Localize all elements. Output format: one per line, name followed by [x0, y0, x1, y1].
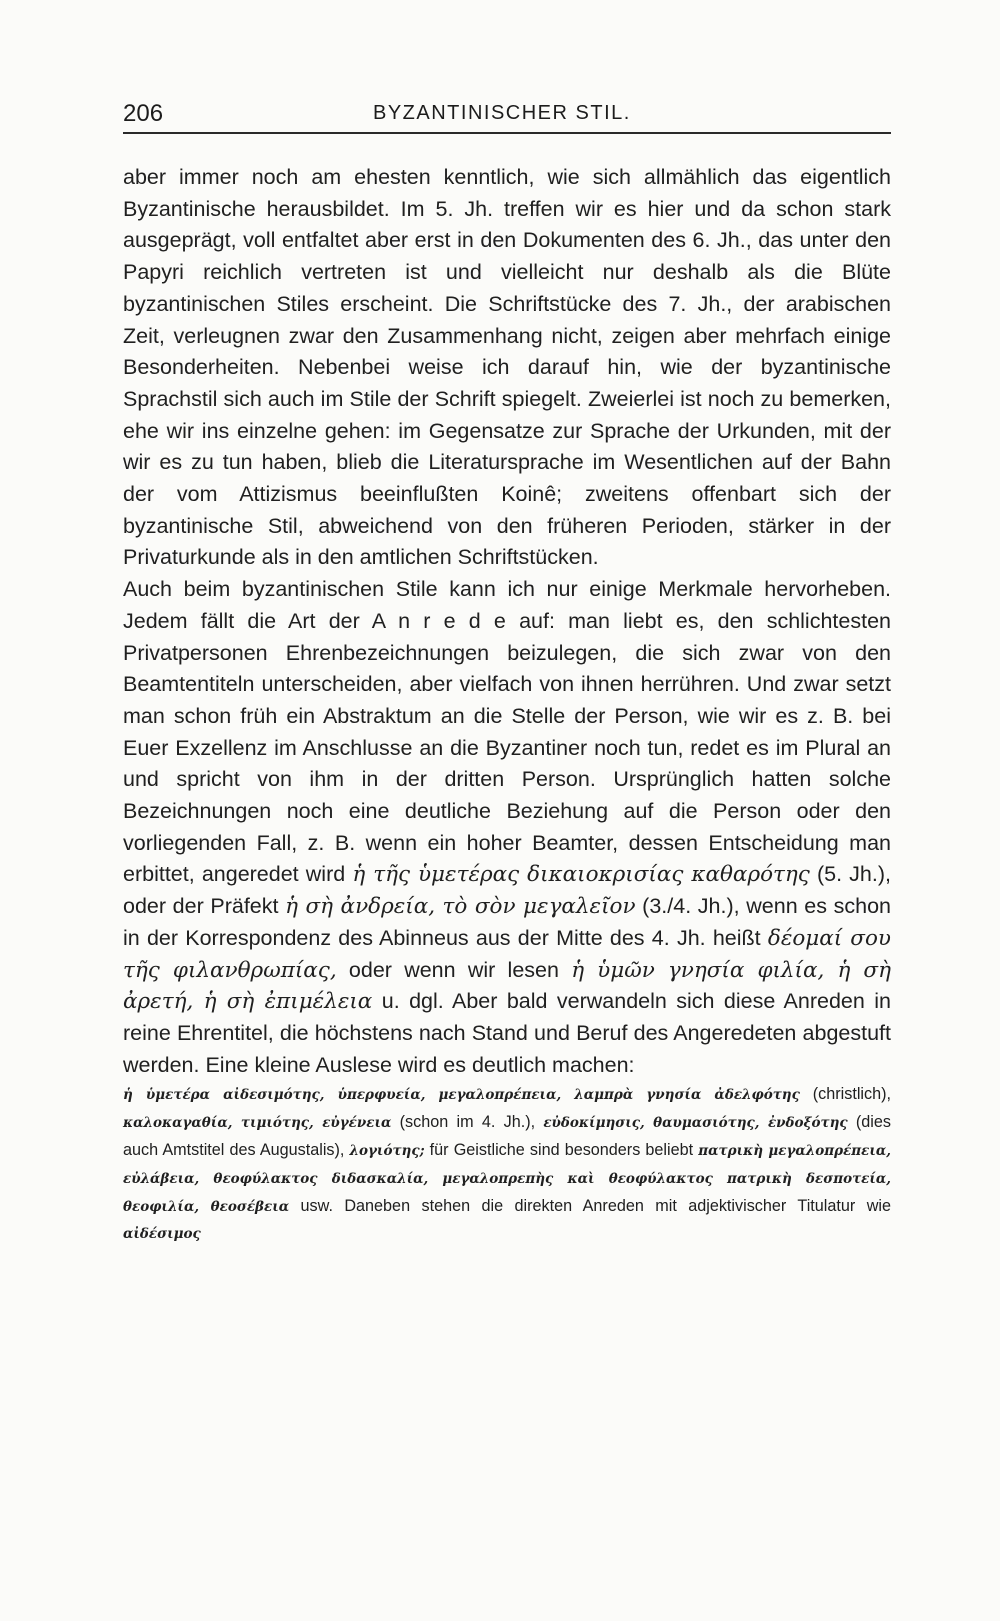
greek-phrase: ἡ σὴ ἀνδρεία, τὸ σὸν μεγαλεῖον — [285, 894, 636, 920]
greek-phrase: πατρικὴ μεγαλοπρέπεια, εὐλάβεια, θεοφύλακτος διδασκαλία, μεγαλοπρεπὴς καὶ θεοφύλακτος πατρικὴ δεσποτεία, θεοφιλία, θεοσέβεια — [123, 1142, 891, 1215]
paragraph-1 — [123, 162, 891, 574]
greek-phrase: αἰδέσιμος — [123, 1226, 201, 1243]
text-run: (5. Jh.), oder der Präfekt — [123, 862, 891, 919]
text-run: Auch beim byzantinischen Stile kann ich nur einige Merkmale hervorheben. Jedem fällt die Art der — [123, 577, 891, 633]
greek-phrase: ἡ ὑμῶν γνησία φιλία, ἡ σὴ ἀρετή, ἡ σὴ ἐπιμέλεια — [123, 957, 891, 1015]
greek-phrase: ἡ τῆς ὑμετέρας δικαιοκρισίας καθαρότης — [352, 862, 810, 888]
text-run: für Geistliche sind besonders beliebt — [424, 1140, 699, 1159]
text-run: oder wenn wir lesen — [336, 957, 572, 982]
text-run: aber immer noch am ehesten kenntlich, wie sich allmählich das eigentlich Byzantinische herausbildet. Im 5. Jh. treffen wir es hier und da schon stark ausgeprägt, voll entfaltet aber erst in den Dokumenten des 6. Jh., das unter den Papyri reichlich vertreten ist und vielleicht nur deshalb als die Blüte byzantinischen Stiles erscheint. Die Schriftstücke des 7. Jh., der arabischen Zeit, verleugnen zwar den Zusammenhang nicht, zeigen aber mehrfach einige Besonderheiten. Nebenbei weise ich darauf hin, wie der byzantinische Sprachstil sich auch im Stile der Schrift spiegelt. Zweierlei ist noch zu bemerken, ehe wir ins einzelne gehen: im Gegensatze zur Sprache der Urkunden, mit der wir es zu tun haben, blieb die Literatursprache im Wesentlichen auf der Bahn der vom Attizismus beeinflußten Koinê; zweitens offenbart sich der byzantinische Stil, abweichend von den früheren Perioden, stärker in der Privaturkunde als in den amtlichen Schriftstücken. — [123, 165, 891, 570]
paragraph-2 — [123, 574, 891, 1081]
greek-phrase: λογιότης; — [349, 1142, 425, 1159]
text-run: auf: man liebt es, den schlichtesten Privatpersonen Ehrenbezeichnungen beizulegen, die sich zwar von den Beamtentiteln unterscheiden, aber vielfach von ihnen herrühren. Und zwar setzt man schon früh ein Abstraktum an die Stelle der Person, wie wir es z. B. bei Euer Exzellenz im Anschlusse an die Byzantiner noch tun, redet es im Plural an und spricht von ihm in der dritten Person. Ursprünglich hatten solche Bezeichnungen noch eine deutliche Beziehung auf die Person oder den vorliegenden Fall, z. B. wenn ein hoher Beamter, dessen Entscheidung man erbittet, angeredet wird — [123, 608, 891, 887]
text-run: (dies auch Amtstitel des Augustalis), — [123, 1113, 892, 1159]
running-head — [123, 98, 891, 134]
greek-phrase: εὐδοκίμησις, θαυμασιότης, ἐνδοξότης — [543, 1115, 848, 1132]
paragraph-3-small-print — [123, 1081, 891, 1248]
text-run: (3./4. Jh.), wenn es schon in der Korrespondenz des Abinneus aus der Mitte des 4. Jh. heißt — [123, 894, 891, 950]
page-number: 206 — [123, 100, 164, 127]
running-title: BYZANTINISCHER STIL. — [373, 102, 631, 124]
text-run: u. dgl. Aber bald verwandeln sich diese Anreden in reine Ehrentitel, die höchstens nach Stand und Beruf des Angeredeten abgestuft werden. Eine kleine Auslese wird es deutlich machen: — [123, 989, 891, 1077]
greek-phrase: δέομαί σου τῆς φιλανθρωπίας, — [123, 925, 891, 983]
spaced-emphasis: A n r e d e — [371, 608, 506, 633]
greek-phrase: ἡ ὑμετέρα αἰδεσιμότης, ὑπερφυεία, μεγαλοπρέπεια, λαμπρὰ γνησία ἀδελφότης — [123, 1087, 800, 1104]
text-run: usw. Daneben stehen die direkten Anreden mit adjektivischer Titulatur wie — [289, 1196, 892, 1215]
greek-phrase: καλοκαγαθία, τιμιότης, εὐγένεια — [123, 1115, 392, 1132]
text-run: (christlich), — [799, 1085, 891, 1104]
text-run: (schon im 4. Jh.), — [391, 1113, 544, 1132]
body-text — [123, 162, 891, 1248]
